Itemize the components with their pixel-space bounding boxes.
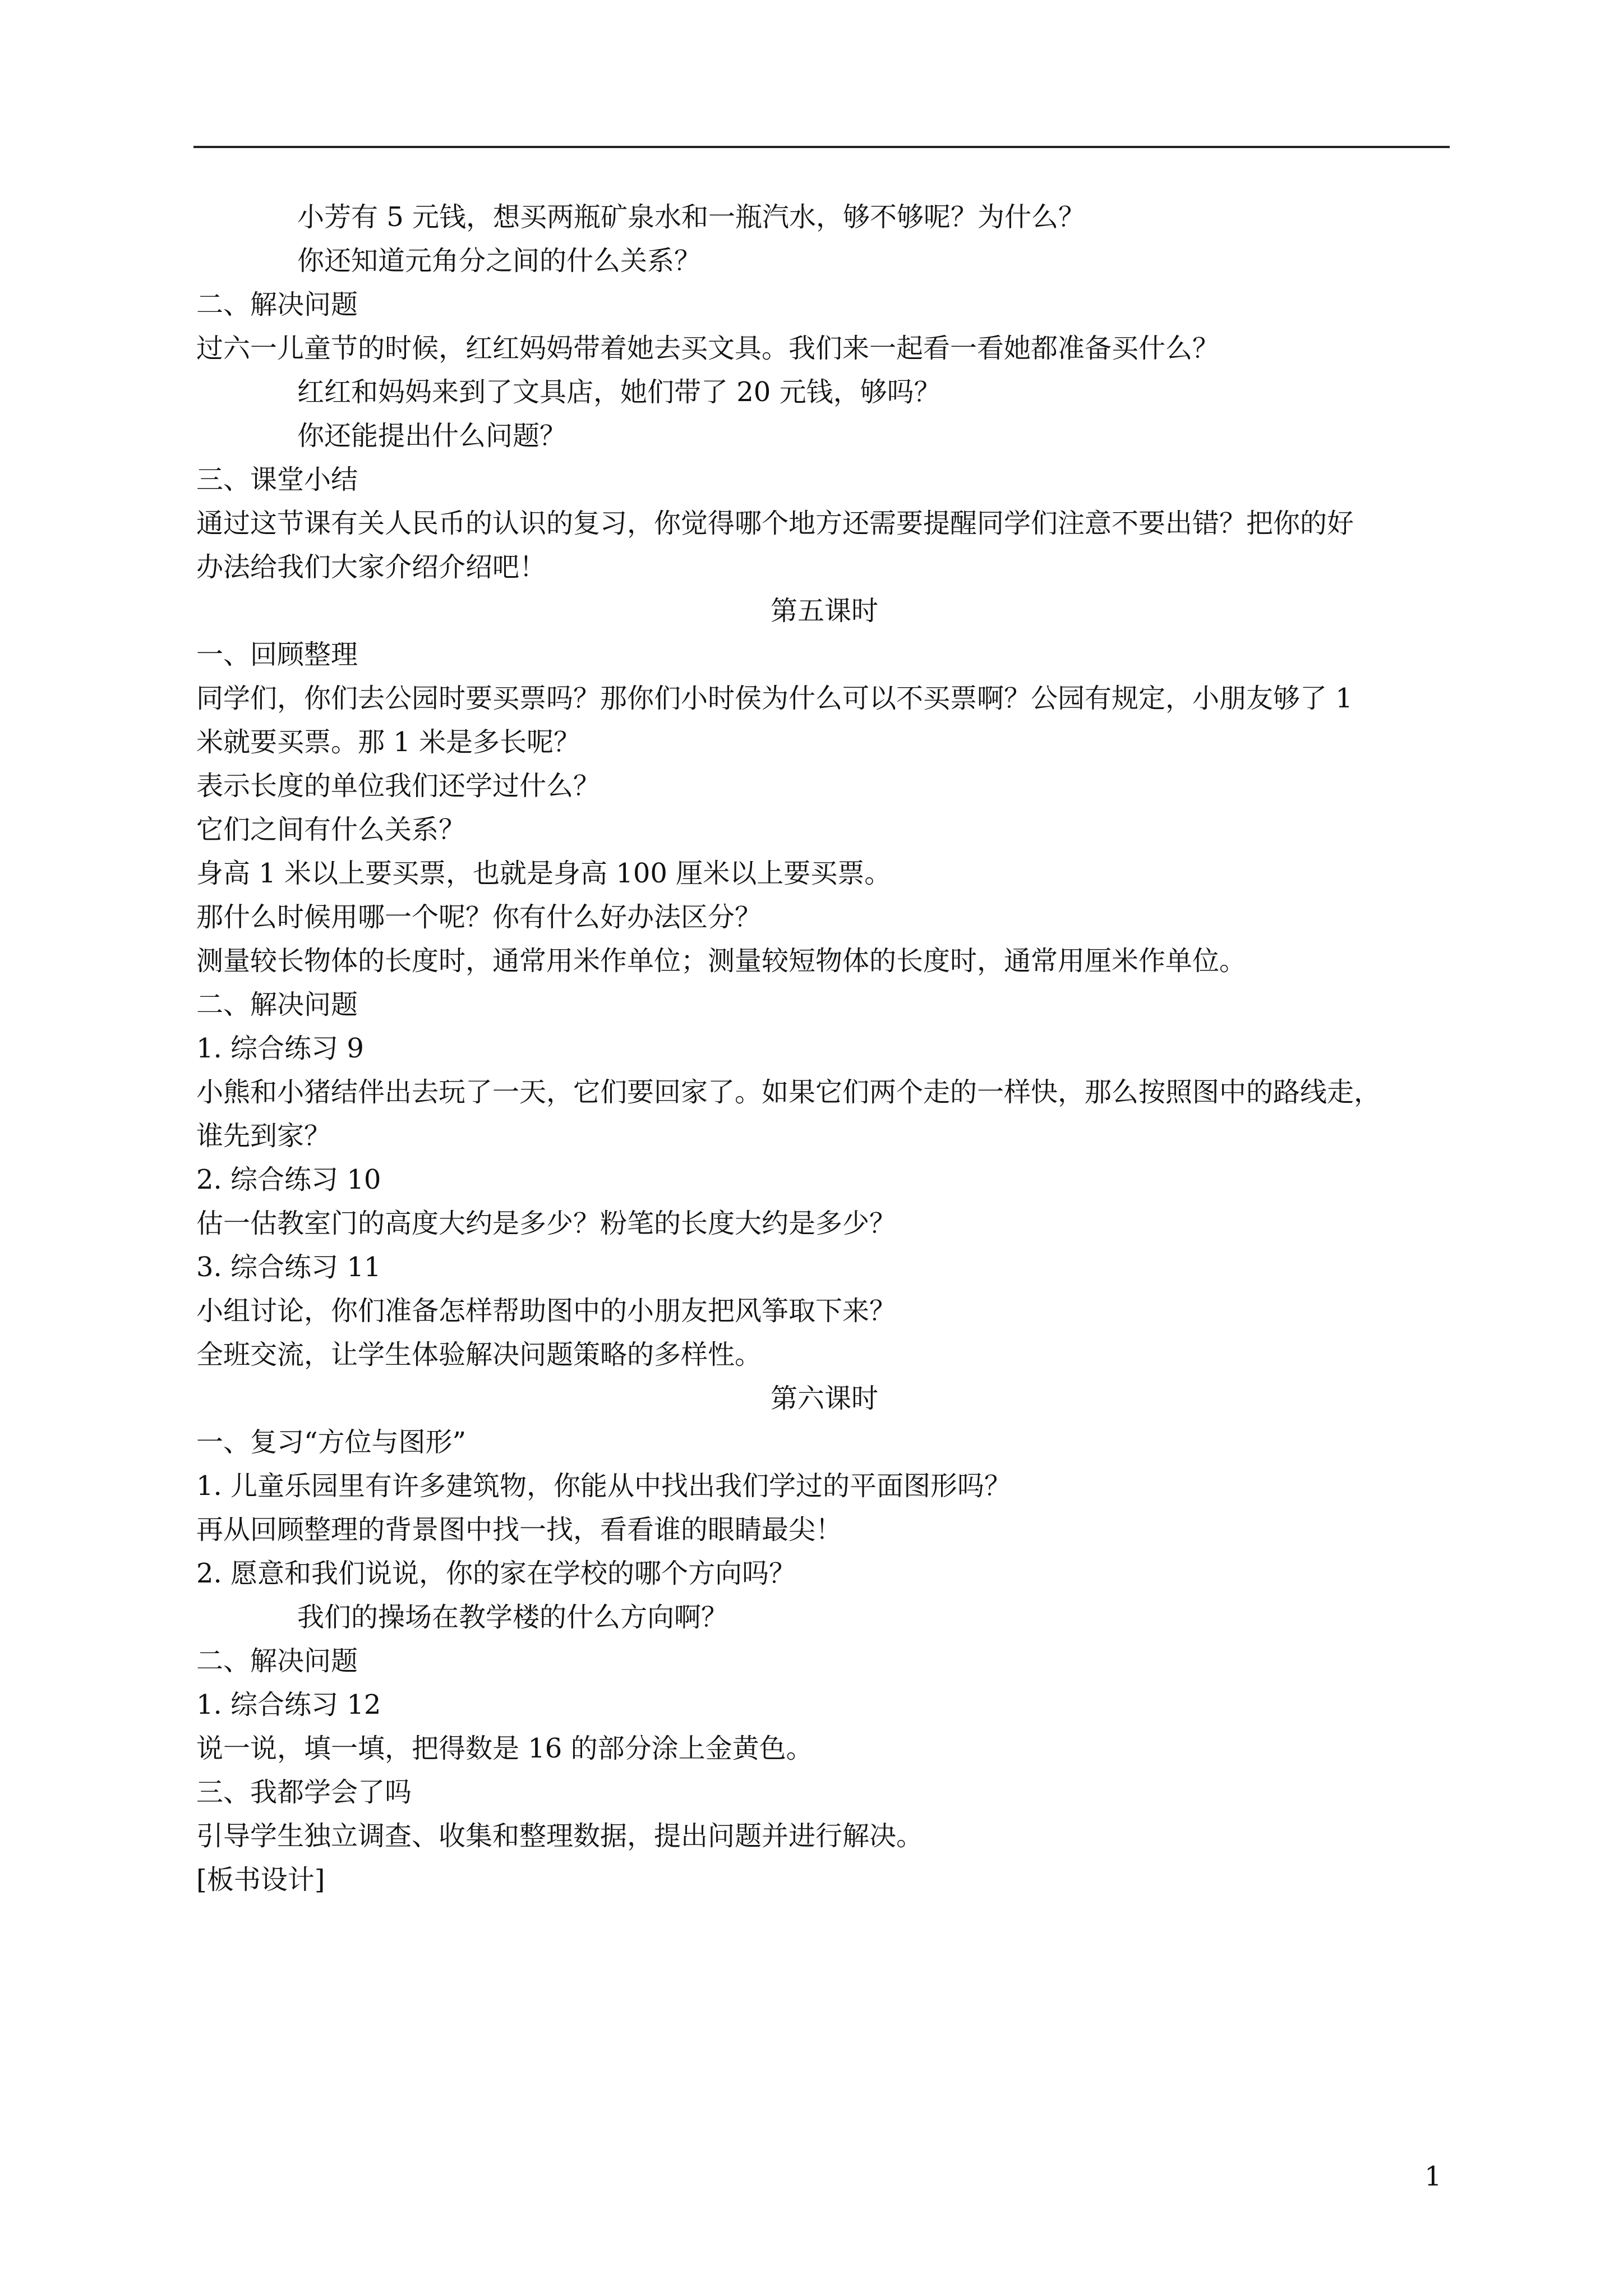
paragraph-line: 估一估教室门的高度大约是多少？粉笔的长度大约是多少？ xyxy=(196,1208,897,1239)
exercise-label: 2. 综合练习 10 xyxy=(196,1164,381,1195)
document-body xyxy=(196,195,1453,1902)
paragraph-line: 身高 1 米以上要买票，也就是身高 100 厘米以上要买票。 xyxy=(196,858,892,889)
paragraph-line: 再从回顾整理的背景图中找一找，看看谁的眼睛最尖！ xyxy=(196,1514,843,1545)
board-design-label: [板书设计] xyxy=(196,1864,325,1895)
paragraph-line: 红红和妈妈来到了文具店，她们带了 20 元钱，够吗？ xyxy=(297,376,941,408)
paragraph-line: 小熊和小猪结伴出去玩了一天，它们要回家了。如果它们两个走的一样快，那么按照图中的路线走， xyxy=(196,1076,1381,1108)
paragraph-line: 你还知道元角分之间的什么关系？ xyxy=(297,245,702,277)
paragraph-line: 它们之间有什么关系？ xyxy=(196,814,466,845)
header-rule xyxy=(193,146,1450,148)
paragraph-line: 同学们，你们去公园时要买票吗？那你们小时侯为什么可以不买票啊？公园有规定，小朋友够了 1 xyxy=(196,683,1353,714)
paragraph-line: 那什么时候用哪一个呢？你有什么好办法区分？ xyxy=(196,901,762,933)
lesson-title: 第五课时 xyxy=(770,595,878,627)
paragraph-line: 过六一儿童节的时候，红红妈妈带着她去买文具。我们来一起看一看她都准备买什么？ xyxy=(196,333,1220,364)
paragraph-line: 通过这节课有关人民币的认识的复习，你觉得哪个地方还需要提醒同学们注意不要出错？把你的好 xyxy=(196,508,1354,539)
exercise-label: 3. 综合练习 11 xyxy=(196,1251,381,1283)
paragraph-line: 谁先到家？ xyxy=(196,1120,331,1152)
paragraph-line: 2. 愿意和我们说说，你的家在学校的哪个方向吗？ xyxy=(196,1558,796,1589)
exercise-label: 1. 综合练习 12 xyxy=(196,1689,381,1720)
section-heading: 三、我都学会了吗 xyxy=(196,1777,412,1808)
paragraph-line: 引导学生独立调查、收集和整理数据，提出问题并进行解决。 xyxy=(196,1820,924,1852)
paragraph-line: 办法给我们大家介绍介绍吧！ xyxy=(196,551,547,583)
section-heading: 二、解决问题 xyxy=(196,289,358,320)
section-heading: 二、解决问题 xyxy=(196,989,358,1020)
paragraph-line: 表示长度的单位我们还学过什么？ xyxy=(196,770,601,802)
paragraph-line: 小组讨论，你们准备怎样帮助图中的小朋友把风筝取下来？ xyxy=(196,1295,897,1327)
paragraph-line: 全班交流，让学生体验解决问题策略的多样性。 xyxy=(196,1339,762,1370)
exercise-label: 1. 综合练习 9 xyxy=(196,1033,364,1064)
lesson-title: 第六课时 xyxy=(770,1383,878,1414)
paragraph-line: 我们的操场在教学楼的什么方向啊？ xyxy=(297,1602,728,1633)
section-heading: 一、复习“方位与图形” xyxy=(196,1427,467,1458)
paragraph-line: 说一说，填一填，把得数是 16 的部分涂上金黄色。 xyxy=(196,1733,813,1764)
paragraph-line: 你还能提出什么问题？ xyxy=(297,420,567,452)
paragraph-line: 测量较长物体的长度时，通常用米作单位；测量较短物体的长度时，通常用厘米作单位。 xyxy=(196,945,1247,977)
section-heading: 三、课堂小结 xyxy=(196,464,358,495)
section-heading: 二、解决问题 xyxy=(196,1645,358,1677)
page-number: 1 xyxy=(1424,2161,1442,2192)
section-heading: 一、回顾整理 xyxy=(196,639,358,670)
paragraph-line: 米就要买票。那 1 米是多长呢？ xyxy=(196,726,581,758)
paragraph-line: 1. 儿童乐园里有许多建筑物，你能从中找出我们学过的平面图形吗？ xyxy=(196,1470,1012,1502)
paragraph-line: 小芳有 5 元钱，想买两瓶矿泉水和一瓶汽水，够不够呢？为什么？ xyxy=(297,201,1086,233)
